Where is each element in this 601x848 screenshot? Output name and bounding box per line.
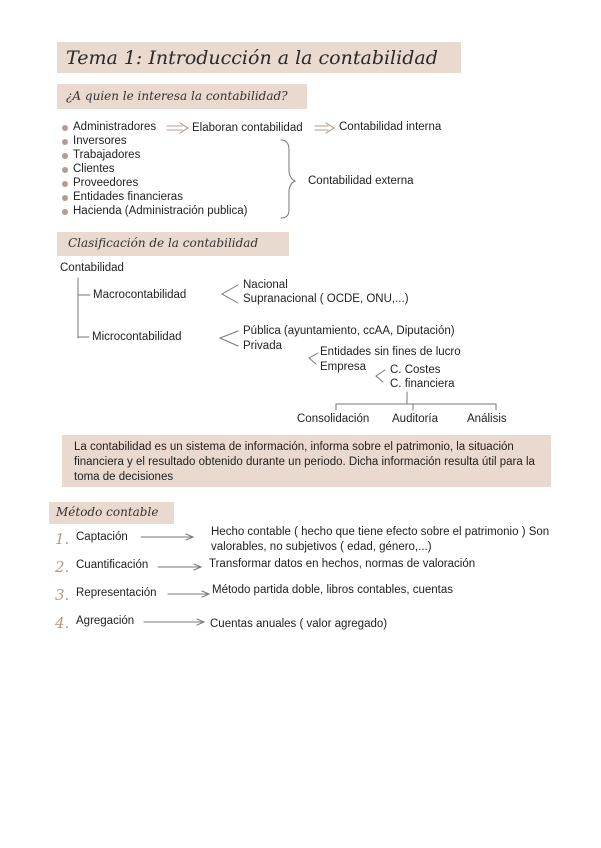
externa-label: Contabilidad externa xyxy=(308,175,414,187)
brace-icon xyxy=(281,140,295,218)
double-arrow-icon xyxy=(315,123,334,133)
step-desc: Transformar datos en hechos, normas de valoración xyxy=(209,558,476,570)
step-label: Captación xyxy=(76,531,128,543)
tree-micro: Microcontabilidad xyxy=(92,331,182,343)
step-label: Cuantificación xyxy=(76,559,149,571)
step-number: 2. xyxy=(55,558,70,576)
tree-nacional: Nacional xyxy=(243,279,288,291)
tree-costes: C. Costes xyxy=(390,364,441,376)
step-desc: Hecho contable ( hecho que tiene efecto sobre el patrimonio ) Son valorables, no subjetivos ( edad, género,...) xyxy=(211,526,550,553)
step-number: 4. xyxy=(55,614,70,632)
arrow-right-icon xyxy=(144,619,204,625)
tree-auditoria: Auditoría xyxy=(392,413,439,425)
tree-empresa: Empresa xyxy=(320,361,367,373)
list-item: Inversores xyxy=(73,135,127,147)
section2-heading: Clasificación de la contabilidad xyxy=(68,236,259,250)
definition-text: La contabilidad es un sistema de información, informa sobre el patrimonio, la situación financiera y el resultado obtenido durante un periodo. Dicha información resulta útil para la toma de decisiones xyxy=(74,441,535,483)
tree-macro: Macrocontabilidad xyxy=(93,289,187,301)
arrow-right-icon xyxy=(141,534,193,540)
arrow-right-icon xyxy=(158,564,201,570)
chevron-left-icon xyxy=(376,370,385,382)
double-arrow-icon xyxy=(167,123,188,133)
chevron-left-icon xyxy=(222,285,238,303)
tree-sin-fines: Entidades sin fines de lucro xyxy=(320,346,461,358)
interna-label: Contabilidad interna xyxy=(339,121,442,133)
page-title: Tema 1: Introducción a la contabilidad xyxy=(66,47,438,69)
tree-root: Contabilidad xyxy=(60,262,124,274)
tree-consolidacion: Consolidación xyxy=(297,413,370,425)
list-item: Hacienda (Administración publica) xyxy=(73,205,248,217)
chevron-left-icon xyxy=(220,331,238,346)
elaboran-label: Elaboran contabilidad xyxy=(192,122,303,134)
section1-heading: ¿A quien le interesa la contabilidad? xyxy=(66,89,288,103)
step-desc: Método partida doble, libros contables, cuentas xyxy=(212,584,454,596)
step-number: 3. xyxy=(55,586,70,604)
tree-privada: Privada xyxy=(243,340,282,352)
step-desc: Cuentas anuales ( valor agregado) xyxy=(210,618,388,630)
tree-financiera: C. financiera xyxy=(390,378,455,390)
list-item: Entidades financieras xyxy=(73,191,183,203)
step-label: Agregación xyxy=(76,615,135,627)
tree-supranacional: Supranacional ( OCDE, ONU,...) xyxy=(243,293,409,305)
list-item: Clientes xyxy=(73,163,115,175)
list-item: Proveedores xyxy=(73,177,139,189)
tree-publica: Pública (ayuntamiento, ccAA, Diputación) xyxy=(243,325,455,337)
arrow-right-icon xyxy=(168,591,209,597)
section3-heading: Método contable xyxy=(56,505,159,519)
chevron-left-icon xyxy=(309,353,318,364)
tree-analisis: Análisis xyxy=(467,413,507,425)
list-item: Administradores xyxy=(73,121,157,133)
step-number: 1. xyxy=(55,530,70,548)
step-label: Representación xyxy=(76,587,157,599)
list-item: Trabajadores xyxy=(73,149,141,161)
